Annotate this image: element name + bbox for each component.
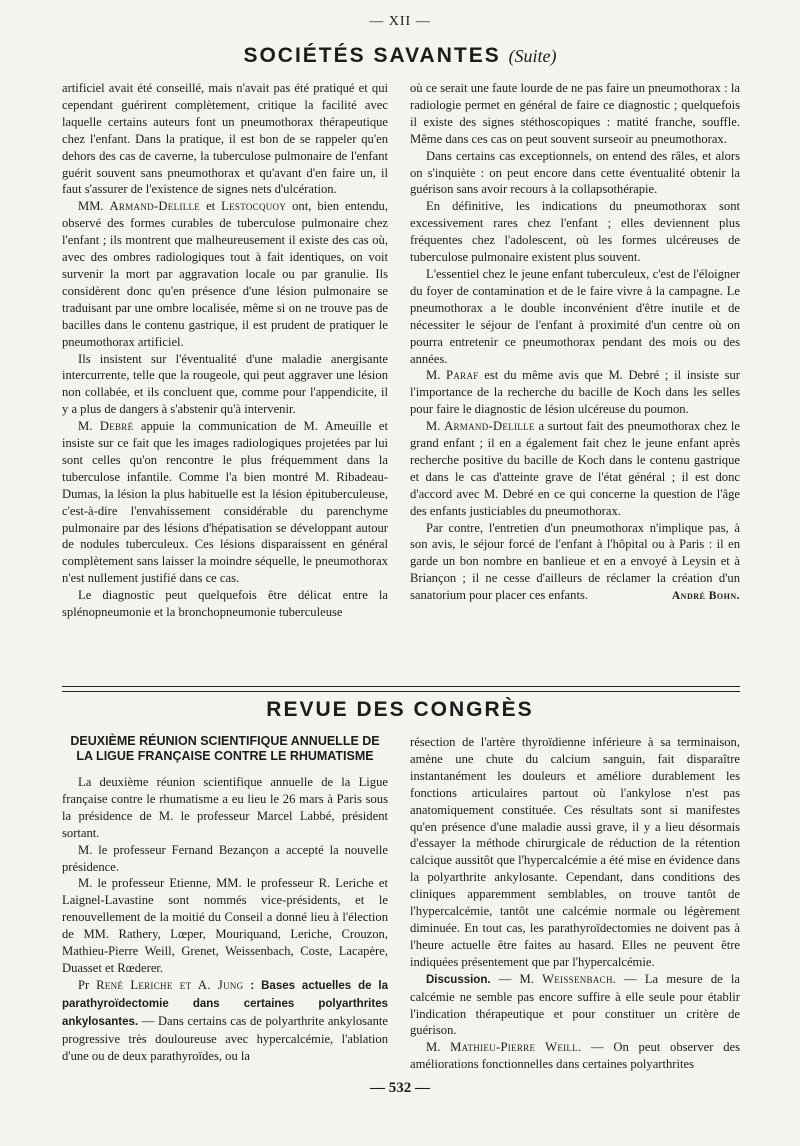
text-lead: M. <box>426 368 441 383</box>
paragraph: L'essentiel chez le jeune enfant tuberculeux, c'est de l'éloigner du foyer de contamination et de le faire vivre à la campagne. Le pneumothorax a le double inconvénient d'être inutile et de nécessiter le séjour de l'enfant à proximité d'un centre où on pourra entretenir ce pneumothorax pendant des mois ou des années. <box>410 266 740 366</box>
discussion-label: Discussion. <box>426 973 491 986</box>
text-lead: MM. <box>78 199 104 214</box>
paragraph: En définitive, les indications du pneumothorax sont excessivement rares chez l'enfant ; elles deviennent plus fréquentes chez l'adolescent, où les formes ulcéreuses de tuberculose pulmonaire existent plus souvent. <box>410 199 740 265</box>
paragraph: La deuxième réunion scientifique annuelle de la Ligue française contre le rhumatisme a eu lieu le 26 mars à Paris sous la présidence de M. le professeur Marcel Labbé, président sortant. <box>62 775 388 840</box>
author-name: Armand-Delille <box>444 419 535 434</box>
text-body: appuie la communication de M. Ameuille et insiste sur ce fait que les images radiologiques projetées par lui sont celles qu'on rencontre le plus fréquemment dans la tuberculose infantile. Comme l'a bien montré M. Ribadeau-Dumas, la lésion la plus habituelle est la lésion épituberculeuse, c'est-à-dire l'envahissement considérable du parenchyme pulmonaire par des lésions d'hépatisation se développant autour de nodules tuberculeux. Ces lésions disparaissent en général complètement sans laisser la moindre séquelle, le pneumothorax n'est nullement justifié dans ce cas. <box>62 419 389 586</box>
paragraph: où ce serait une faute lourde de ne pas faire un pneumothorax : la radiologie permet en général de faire ce diagnostic ; quelquefois il existe des signes stéthoscopiques : matité franche, souffle. Même dans ces cas on peut souvent surseoir au pneumothorax. <box>410 81 740 146</box>
text-body: — Dans certains cas de polyarthrite ankylosante progressive très douloureuse avec hypercalcémie, l'ablation d'une ou de deux parathyroïdes, ou la <box>62 1013 388 1063</box>
top-right-column <box>410 80 740 605</box>
bottom-right-column <box>410 734 740 1073</box>
divider-line <box>62 686 740 687</box>
paragraph: Ils insistent sur l'éventualité d'une maladie anergisante intercurrente, telle que la rougeole, qui peut aggraver une lésion non collabée, et ils concluent que, comme pour l'appendicite, il y a plus de dangers à s'abstenir qu'à intervenir. <box>62 351 388 417</box>
author-name: Debré <box>99 419 134 434</box>
author-name: Weissenbach <box>542 971 613 986</box>
section-title-text: SOCIÉTÉS SAVANTES <box>243 44 501 67</box>
author-name: Mathieu-Pierre Weill <box>450 1040 579 1055</box>
text-lead: M. <box>426 419 441 434</box>
roman-page-number: — XII — <box>369 14 431 29</box>
author-name: Paraf <box>446 368 479 383</box>
paragraph <box>410 418 740 519</box>
text-body: . — La mesure de la calcémie ne semble pas encore suffire à elle seule pour établir l'indication thérapeutique et pour constituer un critère de guérison. <box>410 971 741 1038</box>
signature-name: André Bohn. <box>671 590 740 603</box>
paragraph: Dans certains cas exceptionnels, on entend des râles, et alors on s'inquiète : on peut encore dans cette éventualité obtenir la guérison sans avoir recours à la collapsothérapie. <box>410 148 740 197</box>
text-lead: M. <box>426 1040 441 1055</box>
top-left-column <box>62 80 388 621</box>
article-heading: DEUXIÈME RÉUNION SCIENTIFIQUE ANNUELLE DE LA LIGUE FRANÇAISE CONTRE LE RHUMATISME <box>70 734 380 763</box>
paragraph <box>62 418 388 587</box>
paragraph <box>62 977 388 1065</box>
paragraph: Le diagnostic peut quelquefois être délicat entre la splénopneumonie et la bronchopneumonie tuberculeuse <box>62 588 388 620</box>
divider-line <box>62 691 740 692</box>
author-name: Armand-Delille <box>109 199 201 214</box>
paragraph: résection de l'artère thyroïdienne inférieure à sa terminaison, amène une chute du calcium sanguin, fait disparaître instantanément les douleurs et améliore durablement les fonctions articulaires partout où l'ankylose n'est pas anatomiquement constituée. Ces résultats sont si manifestes qu'en présence d'une maladie aussi grave, il y a lieu désormais d'essayer la méthode chirurgicale de réduction de la rétention calcique aussitôt que l'hypercalcémie a été mise en évidence dans la polyarthrite ankylosante. Cependant, dans conditions des cliniques apparemment semblables, on trouve tantôt de l'hypercalcémie, tantôt une calcémie normale ou légèrement diminuée. En tout cas, les parathyroïdectomies ne doivent pas à l'heure actuelle être faites au hasard. Elles ne peuvent être indiquées présentement que par l'hypercalcémie. <box>410 735 740 969</box>
author-name: Lestocquoy <box>221 199 287 214</box>
section-title <box>0 44 800 68</box>
page-number: — 532 — <box>370 1080 430 1096</box>
paragraph: M. le professeur Fernand Bezançon a accepté la nouvelle présidence. <box>62 842 388 874</box>
text-body: a surtout fait des pneumothorax chez le grand enfant ; il en a également fait chez le jeune enfant après recherche positive du bacille de Koch dans le contenu gastrique et dans le cas d'atteinte grave de l'état général ; il est donc d'accord avec M. Debré en ce qui concerne la question de l'âge des enfants justiciables du pneumothorax. <box>410 419 740 518</box>
text-lead: M. <box>78 419 93 434</box>
paragraph <box>410 367 740 418</box>
text-lead: — M. <box>498 971 534 986</box>
paragraph <box>410 971 740 1040</box>
text-conjunction: et <box>206 199 216 214</box>
author-name: René Leriche et A. Jung <box>96 977 244 992</box>
paragraph <box>62 198 388 350</box>
paragraph: M. le professeur Etienne, MM. le professeur R. Leriche et Laignel-Lavastine sont nommés vice-présidents, et le renouvellement de la moitié du Conseil a donné lieu à l'élection de MM. Rathery, Lœper, Mouriquand, Leriche, Crouzon, Mathieu-Pierre Weill, Grenet, Weissenbach, Coste, Lacapère, Duasset et Rœderer. <box>62 876 388 975</box>
paragraph: Par contre, l'entretien d'un pneumothorax n'implique pas, à son avis, le séjour forcé de l'enfant à l'hôpital ou à Paris : il en garde un bon nombre en banlieue et en a envoyé à Leysin et à Briançon ; il ne cesse d'ailleurs de réclamer la création d'un sanatorium pour placer ces enfants. <box>410 520 740 603</box>
paragraph: artificiel avait été conseillé, mais n'avait pas été pratiqué et qui cependant guérirent complètement, critique la facilité avec laquelle certains auteurs font un pneumothorax thérapeutique chez l'enfant. Dans la pratique, il est bon de se rappeler qu'en dehors des cas de caverne, la tuberculose pulmonaire de l'enfant guérit souvent sans pneumothorax et qu'avant d'en faire un, il faut s'assurer de l'existence de signes nets d'ulcération. <box>62 81 388 197</box>
communication-title: : Bases actuelles de la parathyroïdectomie dans certaines polyarthrites ankylosantes. <box>62 979 388 1028</box>
paragraph <box>410 1039 740 1073</box>
text-lead: Pr <box>78 977 90 992</box>
revue-title: REVUE DES CONGRÈS <box>266 698 534 721</box>
text-body: . — On peut observer des améliorations fonctionnelles dans certaines polyarthrites <box>410 1040 740 1072</box>
section-suite: (Suite) <box>508 46 557 66</box>
bottom-left-column <box>62 734 388 1064</box>
text-body: ont, bien entendu, observé des formes curables de tuberculose pulmonaire chez l'enfant ; ils montrent que malheureusement il existe des cas où, avec des ombres radiologiques tout à fait identiques, on voit survenir la mort par aggravation locale ou par granulie. Ils considèrent donc qu'en présence d'une lésion pulmonaire se traduisant par une ombre localisée, même si on ne trouve pas de bacilles dans le contenu gastrique, il est prudent de pratiquer le pneumothorax artificiel. <box>62 199 388 349</box>
text-body: est du même avis que M. Debré ; il insiste sur l'importance de la recherche du bacille de Koch dans les selles pour faire le diagnostic de lésion ulcéreuse du poumon. <box>410 368 741 417</box>
